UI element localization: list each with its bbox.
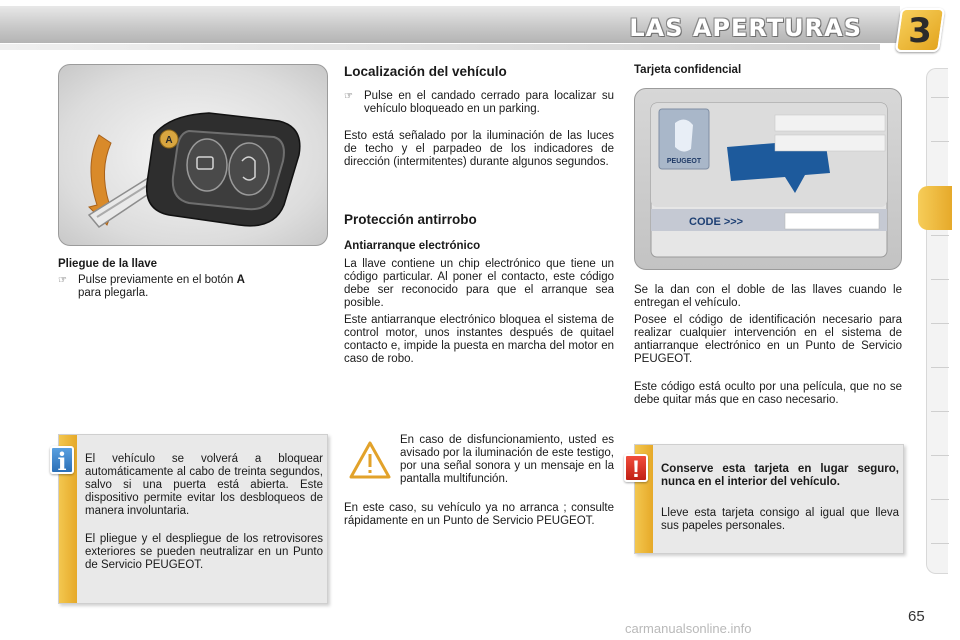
- watermark: carmanualsonline.info: [625, 621, 752, 636]
- fold-key-text: Pulse previamente en el botón: [78, 274, 234, 286]
- unlock-button: [187, 139, 227, 191]
- lock-button: [229, 143, 269, 195]
- chapter-number: 3: [908, 11, 932, 51]
- alert-bold-text: Conserve esta tarjeta en lugar seguro, nunca en el interior del vehículo.: [661, 463, 899, 488]
- hand-pointer-icon: ☞: [344, 91, 353, 102]
- key-drawing: [59, 65, 328, 246]
- fold-key-button-ref: A: [236, 274, 245, 286]
- confidential-card-heading: Tarjeta confidencial: [634, 64, 742, 76]
- card-brand-label: PEUGEOT: [666, 158, 702, 165]
- card-paragraph-2: Posee el código de identificación necesario para realizar cualquier intervención en el sistema de antiarranque electrónico en un Punto de Servicio PEUGEOT.: [634, 314, 902, 365]
- locate-vehicle-paragraph: Esto está señalado por la iluminación de las luces de techo y el parpadeo de los indicadores de dirección (intermitentes) durante algunos segundos.: [344, 130, 614, 168]
- tab-divider: [931, 367, 949, 368]
- tab-divider: [931, 235, 949, 236]
- warning-paragraph-1: En caso de disfuncionamiento, usted es avisado por la iluminación de este testigo, por una señal sonora y un mensaje en la pantalla multifunción.: [400, 434, 614, 485]
- immobiliser-paragraph-1: La llave contiene un chip electrónico que tiene un código particular. Al poner el contacto, este código debe ser reconocido para que el arranque sea posible.: [344, 258, 614, 309]
- tab-divider: [931, 279, 949, 280]
- info-paragraph-2: El pliegue y el despliegue de los retrovisores exteriores se pueden neutralizar en un Punto de Servicio PEUGEOT.: [85, 533, 323, 571]
- warning-triangle-icon: [348, 440, 392, 480]
- tab-divider: [931, 499, 949, 500]
- tab-divider: [931, 97, 949, 98]
- card-paragraph-1: Se la dan con el doble de las llaves cuando le entregan el vehículo.: [634, 284, 902, 309]
- card-paragraph-3: Este código está oculto por una película, que no se debe quitar más que en caso necesario.: [634, 381, 902, 406]
- warning-paragraph-2: En este caso, su vehículo ya no arranca ; consulte rápidamente en un Punto de Servicio PEUGEOT.: [344, 502, 614, 527]
- confidential-card-illustration: [634, 88, 902, 270]
- chapter-tab-active[interactable]: [918, 186, 952, 230]
- fold-key-text-end: para plegarla.: [78, 287, 149, 299]
- exclamation-icon: !: [624, 454, 648, 482]
- tab-divider: [931, 323, 949, 324]
- antitheft-heading: Protección antirrobo: [344, 212, 477, 227]
- alert-text: Lleve esta tarjeta consigo al igual que lleva sus papeles personales.: [661, 507, 899, 532]
- locate-vehicle-bullet: [344, 90, 614, 130]
- card-code-label: CODE >>>: [689, 216, 744, 228]
- info-box: [58, 434, 328, 604]
- fold-key-heading: Pliegue de la llave: [58, 258, 158, 270]
- locate-vehicle-instruction: Pulse en el candado cerrado para localizar su vehículo bloqueado en un parking.: [364, 90, 614, 115]
- card-drawing: [635, 89, 902, 270]
- code-field: [785, 213, 879, 229]
- alert-box: [634, 444, 904, 554]
- tab-divider: [931, 455, 949, 456]
- button-a-label: A: [165, 135, 173, 146]
- header-band: [0, 44, 880, 50]
- chapter-tab-rail: [926, 68, 948, 574]
- chapter-badge: [895, 8, 945, 52]
- hand-pointer-icon: ☞: [58, 275, 67, 286]
- page-title: LAS APERTURAS: [629, 14, 862, 42]
- page-number: 65: [908, 608, 925, 625]
- tab-divider: [931, 543, 949, 544]
- immobiliser-heading: Antiarranque electrónico: [344, 240, 481, 252]
- key-illustration: [58, 64, 328, 246]
- fold-key-bullet: [58, 274, 328, 304]
- page-header: [0, 0, 960, 58]
- locate-vehicle-heading: Localización del vehículo: [344, 64, 507, 79]
- tab-divider: [931, 411, 949, 412]
- fold-key-instruction: [78, 274, 328, 300]
- info-paragraph-1: El vehículo se volverá a bloquear automáticamente al cabo de treinta segundos, salvo si una puerta está abierta. Este dispositivo permite evitar los desbloqueos de manera involuntaria.: [85, 453, 323, 517]
- info-icon: i: [50, 446, 74, 474]
- immobiliser-paragraph-2: Este antiarranque electrónico bloquea el sistema de control motor, unos instantes después de quitael contacto e, impide la puesta en marcha del motor en caso de robo.: [344, 314, 614, 365]
- tab-divider: [931, 141, 949, 142]
